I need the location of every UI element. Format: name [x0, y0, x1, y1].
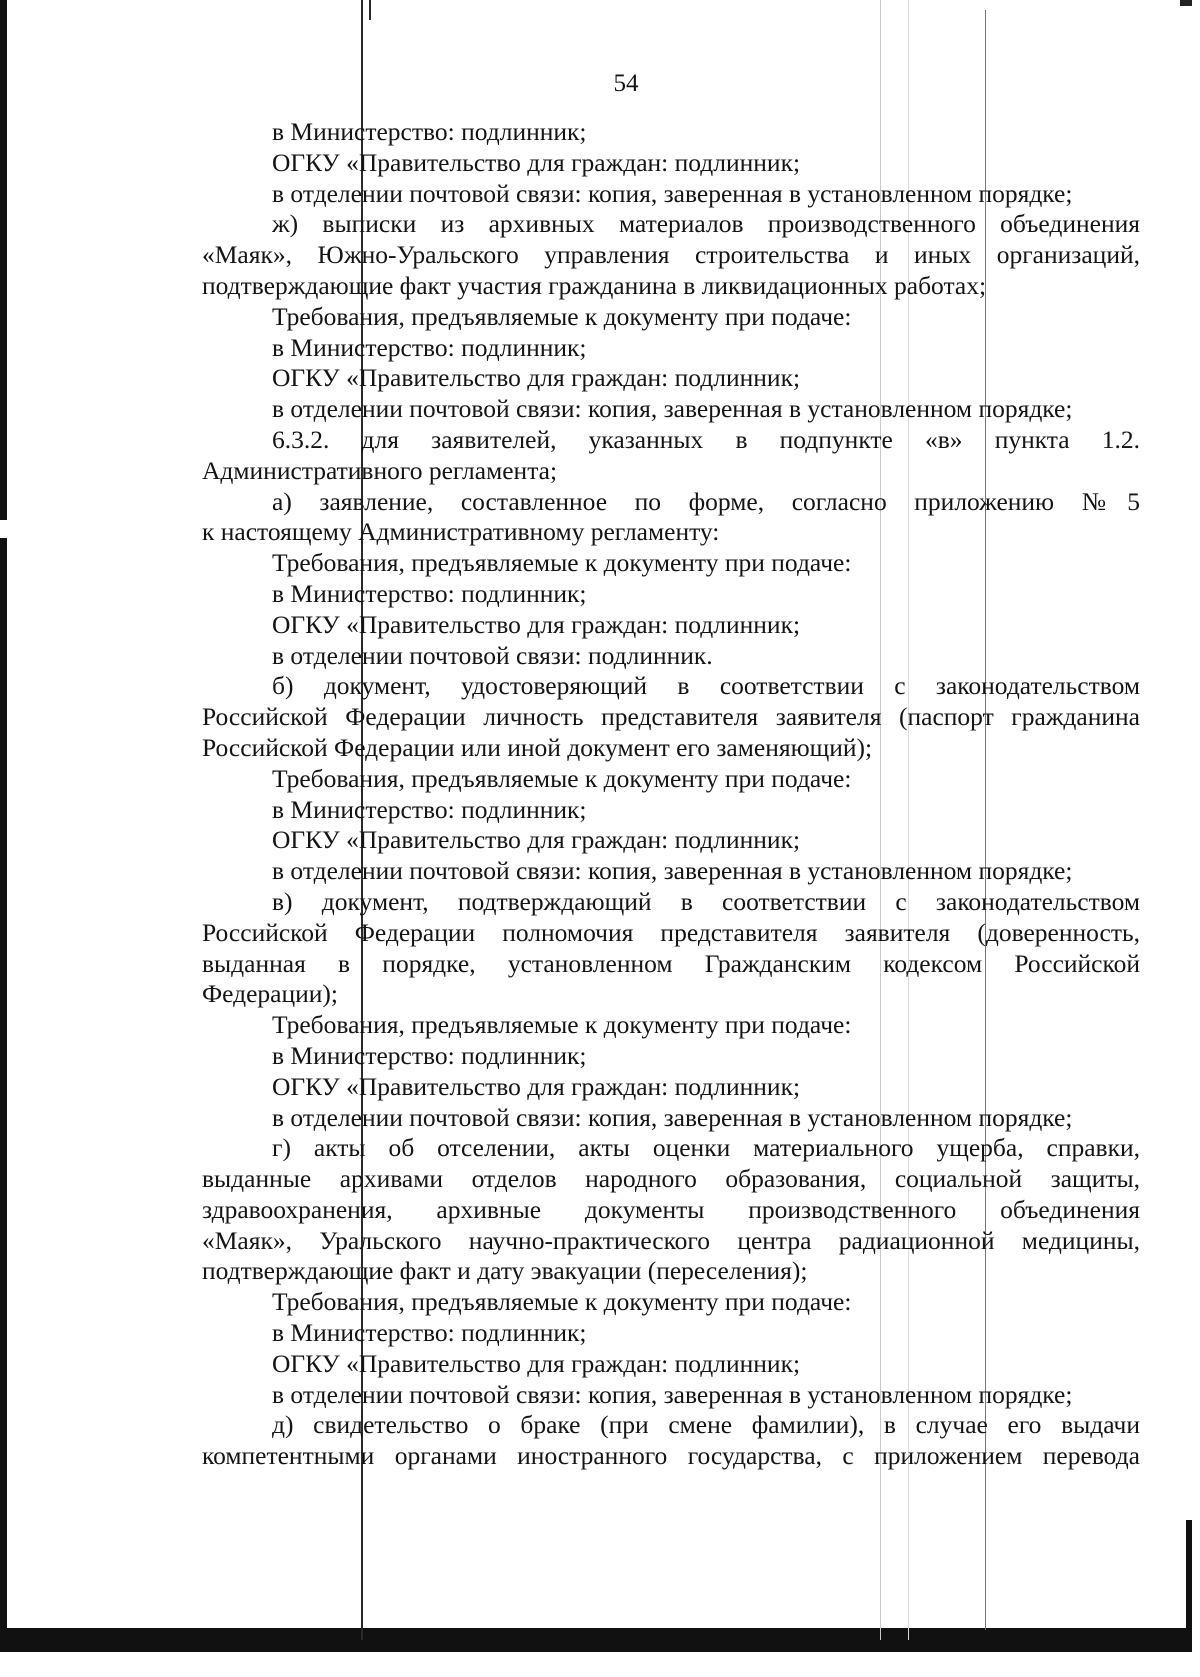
scan-edge-gap [0, 520, 7, 538]
text-line: в Министерство: подлинник; [272, 117, 587, 146]
text-line: Российской Федерации или иной документ его заменяющий); [202, 732, 873, 762]
text-line: в Министерство: подлинник; [272, 1318, 587, 1348]
text-line: «Маяк», Южно-Уральского управления строительства и иных организаций, [202, 240, 1140, 270]
text-line: Российской Федерации личность представителя заявителя (паспорт гражданина [202, 702, 1140, 732]
text-line: ОГКУ «Правительство для граждан: подлинник; [272, 609, 801, 639]
text-line: Административного регламента; [202, 455, 558, 485]
text-line: здравоохранения, архивные документы производственного объединения [202, 1194, 1140, 1224]
scan-edge-right-bottom [1186, 1520, 1192, 1640]
text-line: ж) выписки из архивных материалов производственного объединения [272, 209, 1140, 239]
text-line: выданная в порядке, установленном Гражданским кодексом Российской [202, 948, 1140, 978]
text-line: выданные архивами отделов народного образования, социальной защиты, [202, 1164, 1140, 1194]
text-line: в Министерство: подлинник; [272, 794, 587, 824]
text-line: а) заявление, составленное по форме, согласно приложению №5 [272, 486, 1140, 516]
text-line: ОГКУ «Правительство для граждан: подлинник; [272, 363, 801, 393]
text-line: в отделении почтовой связи: копия, заверенная в установленном порядке; [272, 1102, 1073, 1132]
text-line: в Министерство: подлинник; [272, 578, 587, 608]
text-line: в отделении почтовой связи: подлинник. [272, 640, 713, 670]
text-line: ОГКУ «Правительство для граждан: подлинник; [272, 1348, 801, 1378]
text-line: «Маяк», Уральского научно-практического центра радиационной медицины, [202, 1225, 1140, 1255]
text-line: к настоящему Административному регламенту: [202, 517, 720, 547]
text-line: компетентными органами иностранного государства, с приложением перевода [202, 1441, 1140, 1471]
text-line: ОГКУ «Правительство для граждан: подлинник; [272, 825, 801, 855]
text-line: в отделении почтовой связи: копия, заверенная в установленном порядке; [272, 394, 1073, 424]
text-line: ОГКУ «Правительство для граждан: подлинник; [272, 1071, 801, 1101]
text-line: Требования, предъявляемые к документу при подаче: [272, 301, 852, 331]
text-line: Требования, предъявляемые к документу при подаче: [272, 763, 852, 793]
text-line: Требования, предъявляемые к документу при подаче: [272, 1010, 852, 1040]
scan-edge-left [0, 0, 7, 1630]
scan-edge-right [1180, 0, 1192, 6]
text-line: подтверждающие факт и дату эвакуации (переселения); [202, 1256, 808, 1286]
text-line: Требования, предъявляемые к документу при подаче: [272, 548, 852, 578]
text-line: в отделении почтовой связи: копия, заверенная в установленном порядке; [272, 856, 1073, 886]
text-line: в Министерство: подлинник; [272, 332, 587, 362]
page-number: 54 [613, 70, 639, 97]
text-line: ОГКУ «Правительство для граждан: подлинник; [272, 147, 801, 177]
scan-fold-line [369, 0, 371, 20]
text-line: Требования, предъявляемые к документу при подаче: [272, 1287, 852, 1317]
text-line: в Министерство: подлинник; [272, 1040, 587, 1070]
text-line: б) документ, удостоверяющий в соответствии с законодательством [272, 671, 1140, 701]
scan-edge-bottom [0, 1628, 1192, 1652]
text-line: г) акты об отселении, акты оценки материального ущерба, справки, [272, 1133, 1140, 1163]
text-line: Федерации); [202, 979, 339, 1009]
document-body [202, 117, 1140, 1472]
text-line: 6.3.2. для заявителей, указанных в подпункте «в» пункта 1.2. [272, 424, 1140, 454]
text-line: в отделении почтовой связи: копия, заверенная в установленном порядке; [272, 1379, 1073, 1409]
text-line: Российской Федерации полномочия представителя заявителя (доверенность, [202, 917, 1140, 947]
text-line: в отделении почтовой связи: копия, заверенная в установленном порядке; [272, 178, 1073, 208]
text-line: подтверждающие факт участия гражданина в ликвидационных работах; [202, 270, 987, 300]
text-line: д) свидетельство о браке (при смене фамилии), в случае его выдачи [272, 1410, 1140, 1440]
text-line: в) документ, подтверждающий в соответствии с законодательством [272, 886, 1140, 916]
